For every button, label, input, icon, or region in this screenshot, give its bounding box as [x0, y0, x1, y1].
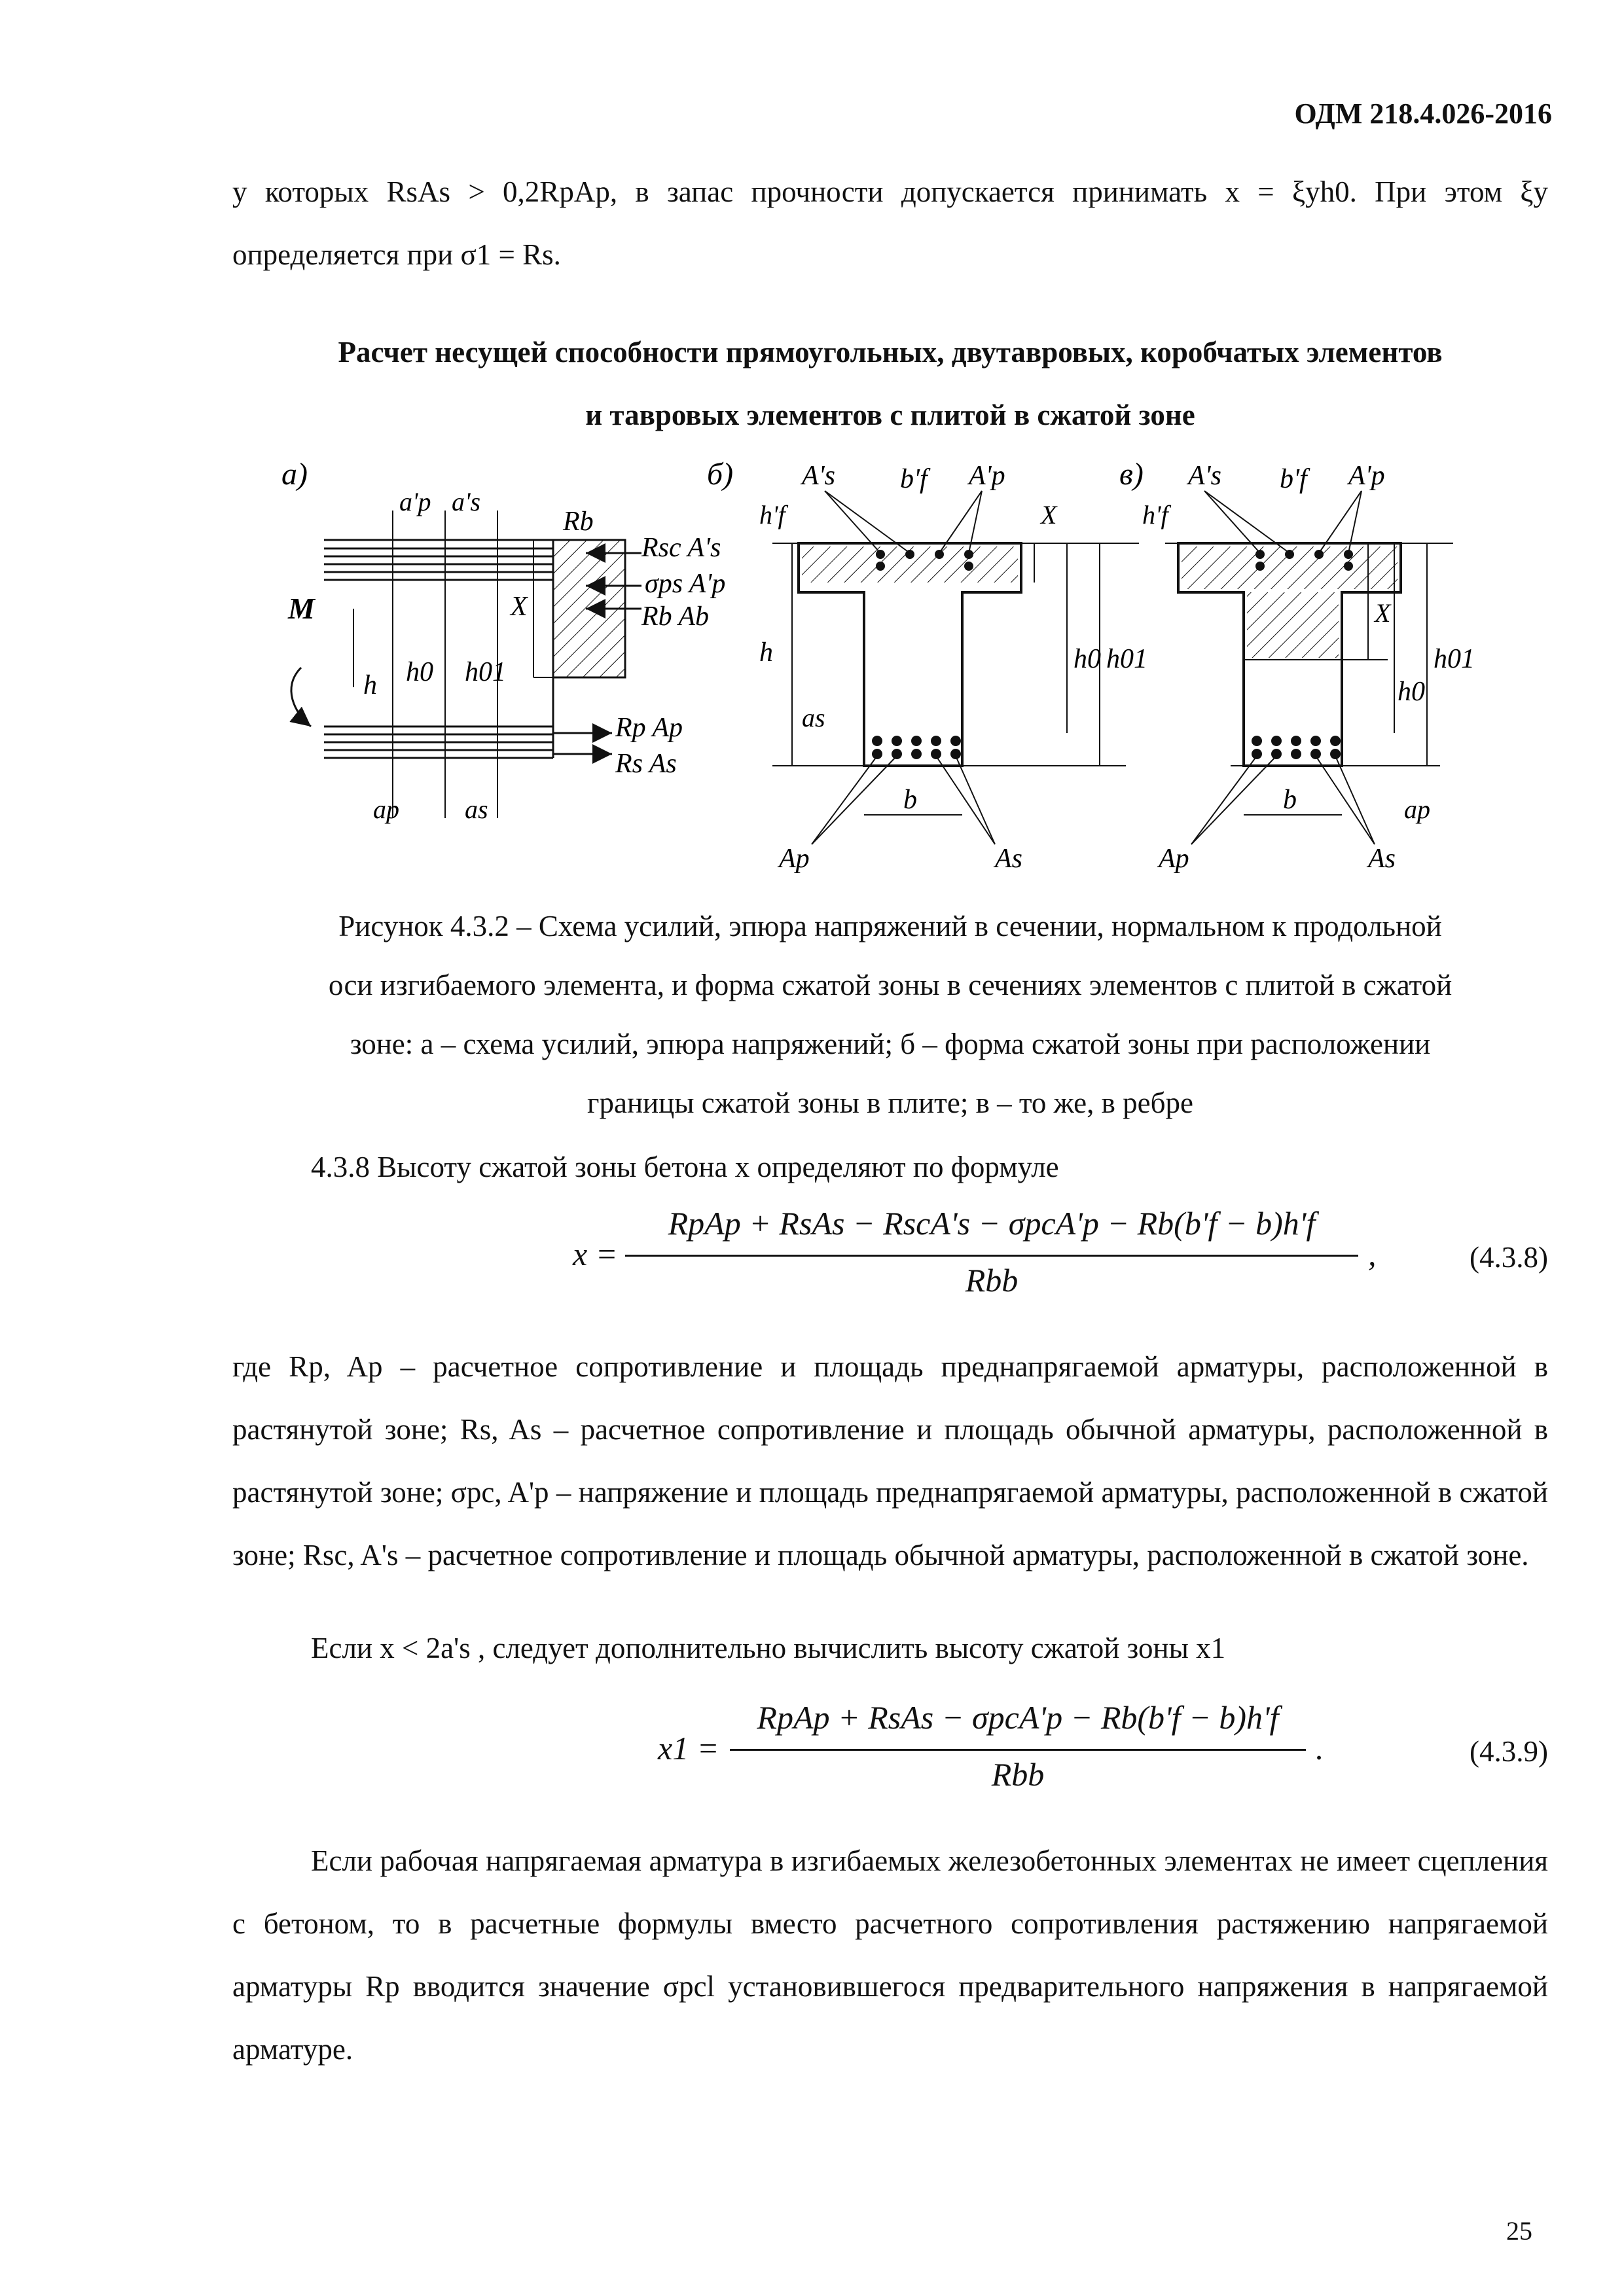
figure-caption — [232, 897, 1548, 1132]
label-sigma-ps-ap: σps A'p — [645, 569, 726, 599]
intro-line-1: у которых RsAs > 0,2RpAp, в запас прочности допускается принимать x = ξyh0. При этом ξy — [232, 175, 1548, 208]
equation-4-3-8 — [232, 1205, 1548, 1306]
caption-line-4: границы сжатой зоны в плите; в – то же, в ребре — [587, 1086, 1193, 1119]
eq1-number: (4.3.8) — [1470, 1241, 1548, 1274]
label-as-a: as — [465, 795, 488, 824]
intro-paragraph — [232, 160, 1548, 286]
label-moment: M — [288, 592, 315, 625]
eq1-fraction-bar — [625, 1255, 1358, 1257]
section-heading — [232, 321, 1548, 446]
label-as-top-a: a's — [452, 487, 481, 516]
panel-b-label: б) — [707, 457, 734, 492]
label-x-a: X — [511, 592, 528, 622]
final-paragraph: Если рабочая напрягаемая арматура в изгибаемых железобетонных элементах не имеет сцепления с бетоном, то в расчетные формулы вместо расчетного сопротивления растяжению напрягаемой арматуры Rp вводится значение σpcl установившегося предварительного напряжения в напрягаемой арматуре. — [232, 1844, 1548, 2066]
section-heading-line-2: и тавровых элементов с плитой в сжатой зоне — [585, 399, 1195, 431]
if-paragraph: Если x < 2a's , следует дополнительно вычислить высоту сжатой зоны x1 — [311, 1632, 1226, 1664]
label-h-a: h — [363, 670, 377, 700]
label-rsc-as: Rsc A's — [641, 533, 721, 563]
eq1-tail: , — [1368, 1236, 1377, 1272]
label-h01-b: h01 — [1106, 644, 1147, 674]
document-code: ОДМ 218.4.026-2016 — [1294, 98, 1552, 130]
where-paragraph: где Rp, Ap – расчетное сопротивление и площадь преднапрягаемой арматуры, расположенной в растянутой зоне; Rs, As – расчетное сопротивление и площадь обычной арматуры, расположенной в растянутой зоне; σpc, A'p – напряжение и площадь преднапрягаемой арматуры, расположенной в сжатой зоне; Rsc, A's – расчетное сопротивление и площадь обычной арматуры, расположенной в сжатой зоне. — [232, 1350, 1548, 1571]
label-rb-ab: Rb Ab — [641, 601, 710, 632]
panel-c-label: в) — [1119, 457, 1144, 492]
page-number: 25 — [1506, 2216, 1532, 2246]
panel-c-diagram — [1165, 491, 1453, 844]
label-rp-ap: Rp Ap — [615, 713, 683, 743]
caption-line-1: Рисунок 4.3.2 – Схема усилий, эпюра напряжений в сечении, нормальном к продольной — [338, 910, 1442, 942]
caption-line-3: зоне: а – схема усилий, эпюра напряжений; б – форма сжатой зоны при расположении — [350, 1028, 1431, 1060]
eq2-tail: . — [1316, 1730, 1324, 1767]
eq2-fraction-bar — [730, 1749, 1306, 1751]
label-as-prime-b: A's — [802, 461, 835, 491]
eq1-lhs: x = — [573, 1236, 618, 1272]
label-b-b: b — [903, 785, 917, 815]
intro-line-2: определяется при σ1 = Rs. — [232, 238, 561, 271]
label-ap-b: Ap — [779, 844, 810, 874]
label-as-big-c: As — [1368, 844, 1396, 874]
label-x-b: X — [1041, 500, 1057, 529]
eq1-denominator: Rbb — [965, 1262, 1019, 1299]
label-ap-top-a: a'p — [399, 487, 431, 516]
label-ap-prime-c: A'p — [1348, 461, 1385, 491]
label-hf-b: h'f — [759, 500, 785, 529]
label-hf-c: h'f — [1142, 500, 1168, 529]
label-h0-b: h0 — [1074, 644, 1101, 674]
label-ap-a: ap — [373, 795, 399, 824]
label-as-b: as — [802, 703, 825, 732]
label-rs-as: Rs As — [615, 749, 677, 779]
figure-4-3-2 — [275, 452, 1475, 877]
caption-line-2: оси изгибаемого элемента, и форма сжатой зоны в сечениях элементов с плитой в сжатой — [328, 969, 1453, 1001]
label-h01-c: h01 — [1434, 644, 1475, 674]
eq2-lhs: x1 = — [658, 1730, 719, 1767]
label-x-c: X — [1375, 598, 1391, 628]
label-as-prime-c: A's — [1188, 461, 1221, 491]
eq1-numerator: RpAp + RsAs − RscA's − σpcA'p − Rb(b'f − b)h'f — [668, 1205, 1316, 1242]
label-h0-c: h0 — [1398, 677, 1425, 707]
label-bf-b: b'f — [900, 464, 928, 494]
eq2-numerator: RpAp + RsAs − σpcA'p − Rb(b'f − b)h'f — [757, 1699, 1279, 1736]
label-rb: Rb — [563, 507, 594, 537]
label-b-c: b — [1283, 785, 1297, 815]
label-ap-c: Ap — [1159, 844, 1189, 874]
label-bf-c: b'f — [1280, 464, 1307, 494]
label-h0-a: h0 — [406, 657, 433, 687]
eq2-number: (4.3.9) — [1470, 1735, 1548, 1768]
label-ap-prime-b: A'p — [969, 461, 1005, 491]
label-as-big-b: As — [995, 844, 1022, 874]
eq2-denominator: Rbb — [991, 1756, 1045, 1793]
label-ap-small-c: ap — [1404, 795, 1430, 824]
panel-a-label: а) — [281, 457, 308, 492]
label-h01-a: h01 — [465, 657, 506, 687]
section-heading-line-1: Расчет несущей способности прямоугольных, двутавровых, коробчатых элементов — [338, 336, 1443, 368]
equation-4-3-9 — [232, 1699, 1548, 1800]
label-h-b: h — [759, 637, 773, 668]
paragraph-4-3-8: 4.3.8 Высоту сжатой зоны бетона x определяют по формуле — [311, 1151, 1059, 1183]
